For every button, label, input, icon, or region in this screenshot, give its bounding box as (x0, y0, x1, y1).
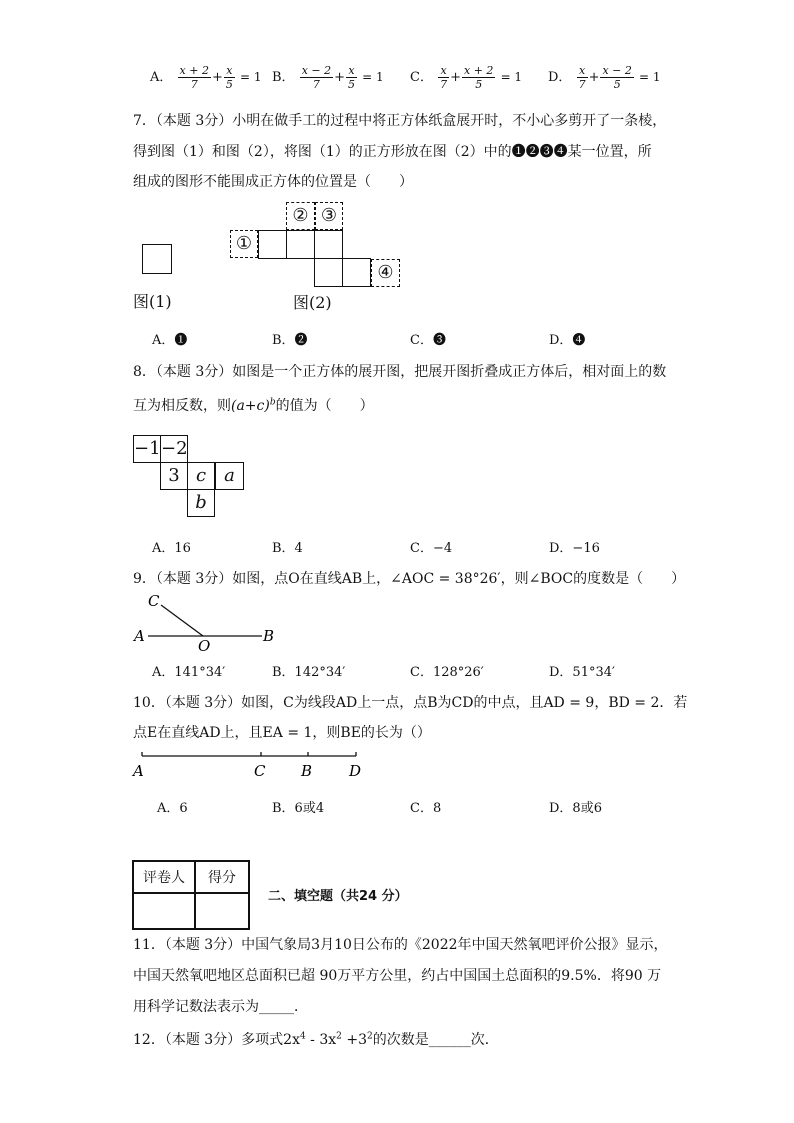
grader-cell[interactable] (133, 893, 195, 929)
net-cell (258, 230, 287, 259)
q9-text: 9．（本题 3分）如图，点O在直线AB上，∠AOC = 38°26′，则∠BOC的度数是（ ） (133, 571, 686, 587)
q12-text: 12．（本题 3分）多项式$2x^4 - 3x^2 +3^2$的次数是______次． (133, 1031, 499, 1048)
q9-option-a: A．141°34′ (152, 665, 226, 680)
score-box (132, 860, 250, 930)
q11-text-line1: 11．（本题 3分）中国气象局3月10日公布的《2022年中国天然氧吧评价公报》显示， (133, 937, 668, 953)
label-c: C (254, 762, 266, 780)
score-header: 得分 (195, 861, 249, 893)
q7-text-line2: 得到图（1）和图（2），将图（1）的正方形放在图（2）中的❶❷❸❹某一位置，所 (133, 144, 652, 160)
q10-option-a: A．6 (157, 801, 188, 816)
label-b: B (301, 762, 313, 780)
net-cell-c: c (187, 462, 215, 490)
q7-text-line3: 组成的图形不能围成正方体的位置是（ ） (133, 174, 413, 190)
score-cell[interactable] (195, 893, 249, 929)
fig1-square (142, 244, 172, 274)
net-cell-b: b (187, 489, 215, 517)
pos4-box: ④ (371, 259, 400, 287)
label-d: D (349, 762, 362, 780)
grader-header: 评卷人 (133, 861, 195, 893)
q6-option-c: C． $\frac{x}{7}$ + $\frac{x + 2}{5}$ = 1 (410, 64, 523, 91)
q7-text-line1: 7．（本题 3分）小明在做手工的过程中将正方体纸盒展开时，不小心多剪开了一条棱， (133, 113, 667, 129)
net-cell-a: a (215, 462, 244, 490)
fig2-caption: 图(2) (293, 293, 332, 312)
q10-text-line1: 10．（本题 3分）如图，C为线段AD上一点，点B为CD的中点，且AD = 9，BD = 2．若 (133, 695, 688, 711)
label-o: O (198, 637, 211, 653)
score-table (132, 860, 250, 930)
q6-option-d: D． $\frac{x}{7}$ + $\frac{x - 2}{5}$ = 1 (548, 64, 661, 91)
net-cell (314, 230, 343, 259)
q9-angle-figure (130, 588, 290, 653)
ray-oc (161, 605, 203, 636)
q10-segment-figure (130, 748, 380, 780)
net-cell (342, 258, 371, 287)
label-c: C (148, 592, 160, 610)
label-b: B (263, 627, 275, 645)
q8-option-a: A．16 (152, 541, 191, 556)
pos1-box: ① (230, 230, 258, 258)
label-a: A (133, 762, 144, 780)
q8-text-line2: 互为相反数，则$(a+c)^b$的值为（ ） (133, 397, 374, 414)
pos3-box: ③ (315, 202, 343, 230)
q10-option-d: D．8或6 (549, 801, 602, 816)
q7-option-c: C．❸ (410, 333, 446, 348)
net-cell (314, 258, 343, 287)
net-cell (286, 230, 315, 259)
q9-option-c: C．128°26′ (410, 665, 484, 680)
q10-option-c: C．8 (410, 801, 442, 816)
section-title: 二、填空题（共24 分） (268, 889, 408, 904)
q10-option-b: B．6或4 (272, 801, 325, 816)
fig1-caption: 图(1) (133, 292, 172, 311)
q8-option-b: B．4 (272, 541, 303, 556)
q11-text-line2: 中国天然氧吧地区总面积已超 90万平方公里，约占中国国土总面积的9.5%．将90 万 (133, 968, 662, 984)
q6-option-b: B． $\frac{x - 2}{7}$ + $\frac{x}{5}$ = 1 (272, 64, 384, 91)
net-cell-3: 3 (160, 462, 188, 490)
q8-option-c: C．−4 (410, 541, 453, 556)
q7-option-b: B．❷ (272, 333, 308, 348)
net-cell-minus1: −1 (133, 435, 161, 463)
q6-option-a: A． $\frac{x + 2}{7}$ + $\frac{x}{5}$ = 1 (150, 64, 262, 91)
q9-option-b: B．142°34′ (272, 665, 346, 680)
q8-text-line1: 8．（本题 3分）如图是一个正方体的展开图，把展开图折叠成正方体后，相对面上的数 (133, 364, 667, 380)
q9-option-d: D．51°34′ (549, 665, 615, 680)
q7-option-a: A．❶ (152, 333, 188, 348)
q11-text-line3: 用科学记数法表示为_____． (133, 999, 308, 1015)
q7-option-d: D．❹ (549, 333, 586, 348)
label-a: A (134, 627, 145, 645)
pos2-box: ② (286, 202, 315, 230)
q8-option-d: D．−16 (549, 541, 600, 556)
net-cell-minus2: −2 (160, 435, 188, 463)
q10-text-line2: 点E在直线AD上，且EA = 1，则BE的长为（） (133, 725, 431, 741)
